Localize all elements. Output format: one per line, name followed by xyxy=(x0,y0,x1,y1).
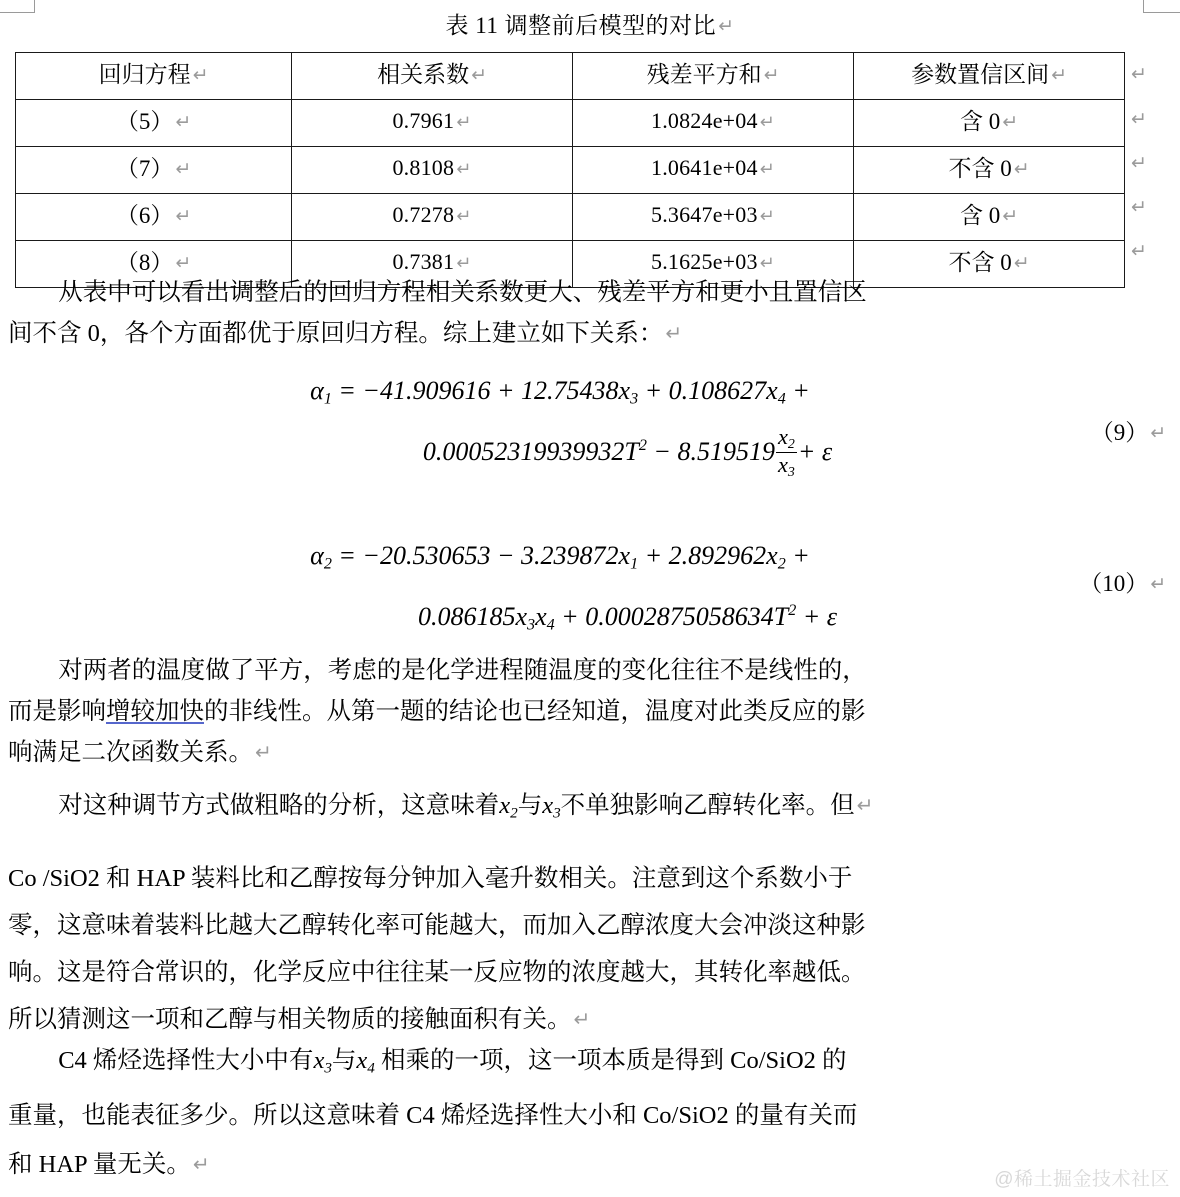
paragraph-line: 与 xyxy=(517,792,543,819)
return-mark-icon: ↵ xyxy=(255,740,272,764)
fraction-denominator-subscript: 3 xyxy=(787,463,795,479)
table-header-cell-rss xyxy=(573,53,854,100)
return-mark-icon: ↵ xyxy=(456,111,472,133)
fraction-numerator-var: x xyxy=(777,424,788,450)
paragraph-c4-olefin xyxy=(8,1037,1136,1189)
equation-9-error-term: + ε xyxy=(797,436,833,466)
paragraph-line: 零，这意味着装料比越大乙醇转化率可能越大，而加入乙醇浓度大会冲淡这种影 xyxy=(8,912,866,939)
cell-value: 含 0 xyxy=(959,202,1001,228)
paragraph-line: 对两者的温度做了平方，考虑的是化学进程随温度的变化往往不是线性的， xyxy=(58,657,867,684)
return-mark-icon: ↵ xyxy=(759,252,775,274)
return-mark-icon: ↵ xyxy=(1131,108,1147,130)
table-row xyxy=(16,100,1125,147)
equation-var: x xyxy=(515,601,527,631)
fraction-denominator xyxy=(776,452,797,479)
equation-lhs-subscript: 1 xyxy=(323,390,332,408)
paragraph-line: C4 烯烃选择性大小中有 xyxy=(58,1047,314,1074)
return-mark-icon: ↵ xyxy=(1131,63,1147,85)
equation-var: x xyxy=(535,601,547,631)
cell-value: （6） xyxy=(115,202,174,228)
cell-equation xyxy=(16,147,292,194)
paragraph-line: 和 HAP 量无关。 xyxy=(8,1151,191,1179)
cell-value: （7） xyxy=(115,155,174,181)
equation-var: x xyxy=(766,541,778,570)
cell-value: 0.7961 xyxy=(392,108,455,134)
return-mark-icon: ↵ xyxy=(1013,158,1030,181)
equation-number-10 xyxy=(1079,565,1166,598)
return-mark-icon: ↵ xyxy=(759,205,775,227)
cell-equation xyxy=(16,100,292,147)
return-mark-icon: ↵ xyxy=(1131,196,1147,218)
inline-var-subscript: 3 xyxy=(324,1059,332,1077)
table-row xyxy=(16,194,1125,241)
equation-9-line-2 xyxy=(0,423,1180,481)
cell-ci xyxy=(854,100,1125,147)
table-header-cell-correlation xyxy=(292,53,573,100)
return-mark-icon: ↵ xyxy=(456,158,472,180)
table-header-cell-ci xyxy=(854,53,1125,100)
equation-exponent: 2 xyxy=(638,436,647,454)
equation-var-subscript: 3 xyxy=(630,390,639,408)
return-mark-icon: ↵ xyxy=(456,205,472,227)
equation-9-body xyxy=(0,368,1180,480)
paragraph-table-analysis xyxy=(8,272,1136,354)
equation-exponent: 2 xyxy=(788,601,797,619)
paragraph-cosio2-hap xyxy=(8,855,1136,1043)
cell-value: 0.7381 xyxy=(392,249,455,275)
equation-var-subscript: 4 xyxy=(777,390,786,408)
return-mark-icon: ↵ xyxy=(1150,422,1166,445)
header-label: 回归方程 xyxy=(98,61,191,87)
return-mark-icon: ↵ xyxy=(763,64,780,87)
return-mark-icon: ↵ xyxy=(759,111,775,133)
cell-value: 含 0 xyxy=(959,108,1001,134)
inline-var-subscript: 3 xyxy=(553,804,561,822)
return-mark-icon: ↵ xyxy=(718,15,735,38)
return-mark-icon: ↵ xyxy=(573,1007,591,1031)
equation-block-10 xyxy=(0,533,1180,648)
cell-correlation xyxy=(292,147,573,194)
header-label: 参数置信区间 xyxy=(911,61,1050,87)
equation-10-line-1 xyxy=(0,533,1180,588)
equation-10-term-coef: 0.086185 xyxy=(417,601,516,631)
cell-value: （5） xyxy=(115,108,174,134)
table-header-cell-equation xyxy=(16,53,292,100)
equation-var: x xyxy=(618,541,631,570)
cell-value: （8） xyxy=(115,249,174,275)
equation-number-9 xyxy=(1091,414,1166,447)
return-mark-icon: ↵ xyxy=(175,252,192,275)
equation-var: x xyxy=(618,376,631,405)
equation-10-term-b: + 0.0002875058634 xyxy=(561,601,774,631)
equation-10-rhs-tail: + xyxy=(792,541,810,570)
return-mark-icon: ↵ xyxy=(665,321,683,345)
paragraph-line: 与 xyxy=(331,1047,357,1074)
fraction-numerator-subscript: 2 xyxy=(787,435,795,451)
paragraph-temperature-squared xyxy=(8,650,1136,773)
return-mark-icon: ↵ xyxy=(1150,573,1166,596)
table-outside-return-marks xyxy=(1131,52,1171,273)
header-label: 残差平方和 xyxy=(646,61,762,87)
paragraph-line: 重量，也能表征多少。所以这意味着 C4 烯烃选择性大小和 Co/SiO2 的量有关而 xyxy=(8,1102,858,1130)
paragraph-line: 从表中可以看出调整后的回归方程相关系数更大、残差平方和更小且置信区 xyxy=(58,279,867,306)
inline-var: x xyxy=(356,1047,368,1074)
paragraph-line: 对这种调节方式做粗略的分析，这意味着 xyxy=(58,792,500,819)
cell-value: 1.0641e+04 xyxy=(651,155,758,181)
cell-rss xyxy=(573,147,854,194)
paragraph-line: 间不含 0，各个方面都优于原回归方程。综上建立如下关系： xyxy=(8,320,664,347)
return-mark-icon: ↵ xyxy=(175,111,192,134)
equation-9-line-1 xyxy=(0,368,1180,423)
paragraph-line: 响。这是符合常识的，化学反应中往往某一反应物的浓度越大，其转化率越低。 xyxy=(8,959,866,986)
equation-block-9 xyxy=(0,368,1180,480)
equation-10-rhs-part2: + 2.892962 xyxy=(644,541,767,570)
paragraph-line: 响满足二次函数关系。 xyxy=(8,739,253,766)
paragraph-line: 所以猜测这一项和乙醇与相关物质的接触面积有关。 xyxy=(8,1006,572,1033)
return-mark-icon: ↵ xyxy=(192,1152,210,1177)
table-caption-text: 表 11 调整前后模型的对比 xyxy=(445,13,717,38)
inline-var: x xyxy=(542,792,554,819)
cell-correlation xyxy=(292,194,573,241)
return-mark-icon: ↵ xyxy=(471,64,487,87)
equation-temperature-symbol: T xyxy=(773,601,789,631)
equation-9-rhs-tail: + xyxy=(792,376,810,405)
equation-var: x xyxy=(766,376,778,405)
equation-fraction xyxy=(776,426,797,479)
inline-var-subscript: 4 xyxy=(367,1059,375,1077)
return-mark-icon: ↵ xyxy=(175,205,192,228)
inline-var-subscript: 2 xyxy=(510,804,518,822)
watermark: @稀土掘金技术社区 xyxy=(994,1169,1170,1190)
cell-value: 0.7278 xyxy=(392,202,455,228)
cell-rss xyxy=(573,194,854,241)
return-mark-icon: ↵ xyxy=(1013,252,1030,275)
equation-9-rhs-part1: = −41.909616 + 12.75438 xyxy=(338,376,619,405)
paragraph-line: 而是影响 xyxy=(8,698,106,725)
return-mark-icon: ↵ xyxy=(1131,152,1147,174)
return-mark-icon: ↵ xyxy=(1131,240,1147,262)
equation-10-line-2 xyxy=(0,588,1180,648)
equation-var-subscript: 2 xyxy=(777,555,786,573)
cell-value: 不含 0 xyxy=(948,249,1012,275)
inline-var: x xyxy=(499,792,511,819)
equation-number-text: （9） xyxy=(1090,420,1149,445)
equation-var-subscript: 1 xyxy=(630,555,639,573)
cell-value: 5.3647e+03 xyxy=(651,202,758,228)
return-mark-icon: ↵ xyxy=(856,793,874,817)
cell-rss xyxy=(573,100,854,147)
fraction-denominator-var: x xyxy=(777,452,788,478)
paragraph-line: 不单独影响乙醇转化率。但 xyxy=(560,792,855,819)
cell-correlation xyxy=(292,100,573,147)
return-mark-icon: ↵ xyxy=(192,64,209,87)
equation-9-rhs-part2: + 0.108627 xyxy=(644,376,767,405)
cell-value: 5.1625e+03 xyxy=(651,249,758,275)
header-label: 相关系数 xyxy=(377,61,470,87)
paragraph-line: 相乘的一项，这一项本质是得到 Co/SiO2 的 xyxy=(381,1047,847,1074)
equation-number-text: （10） xyxy=(1079,571,1149,596)
table-header-row xyxy=(16,53,1125,100)
cell-value: 0.8108 xyxy=(392,155,455,181)
fraction-numerator xyxy=(776,426,797,452)
paragraph-adjustment-analysis xyxy=(8,785,1136,833)
equation-var-subscript: 3 xyxy=(527,615,536,633)
return-mark-icon: ↵ xyxy=(175,158,192,181)
spellcheck-underlined-text: 增较加快 xyxy=(106,698,204,725)
cell-ci xyxy=(854,147,1125,194)
cell-ci xyxy=(854,194,1125,241)
equation-9-term-b: − 8.519519 xyxy=(653,436,775,466)
return-mark-icon: ↵ xyxy=(759,158,775,180)
equation-var-subscript: 4 xyxy=(546,615,555,633)
equation-lhs-symbol: α xyxy=(310,376,324,405)
equation-lhs-subscript: 2 xyxy=(323,555,332,573)
return-mark-icon: ↵ xyxy=(456,252,472,274)
cell-value: 不含 0 xyxy=(948,155,1012,181)
equation-10-rhs-part1: = −20.530653 − 3.239872 xyxy=(338,541,619,570)
equation-temperature-symbol: T xyxy=(624,436,639,466)
inline-var: x xyxy=(313,1047,325,1074)
comparison-table xyxy=(15,52,1125,288)
return-mark-icon: ↵ xyxy=(1002,205,1019,228)
table-caption xyxy=(0,12,1180,40)
return-mark-icon: ↵ xyxy=(1051,64,1067,87)
equation-10-error-term: + ε xyxy=(802,601,838,631)
table-row xyxy=(16,147,1125,194)
equation-10-body xyxy=(0,533,1180,648)
return-mark-icon: ↵ xyxy=(1002,111,1019,134)
cell-equation xyxy=(16,194,292,241)
cell-value: 1.0824e+04 xyxy=(651,108,758,134)
equation-lhs-symbol: α xyxy=(310,541,324,570)
paragraph-line: Co /SiO2 和 HAP 装料比和乙醇按每分钟加入毫升数相关。注意到这个系数小于 xyxy=(8,865,853,892)
equation-9-term-coef: 0.00052319939932 xyxy=(422,436,625,466)
paragraph-line: 的非线性。从第一题的结论也已经知道，温度对此类反应的影 xyxy=(204,698,866,725)
